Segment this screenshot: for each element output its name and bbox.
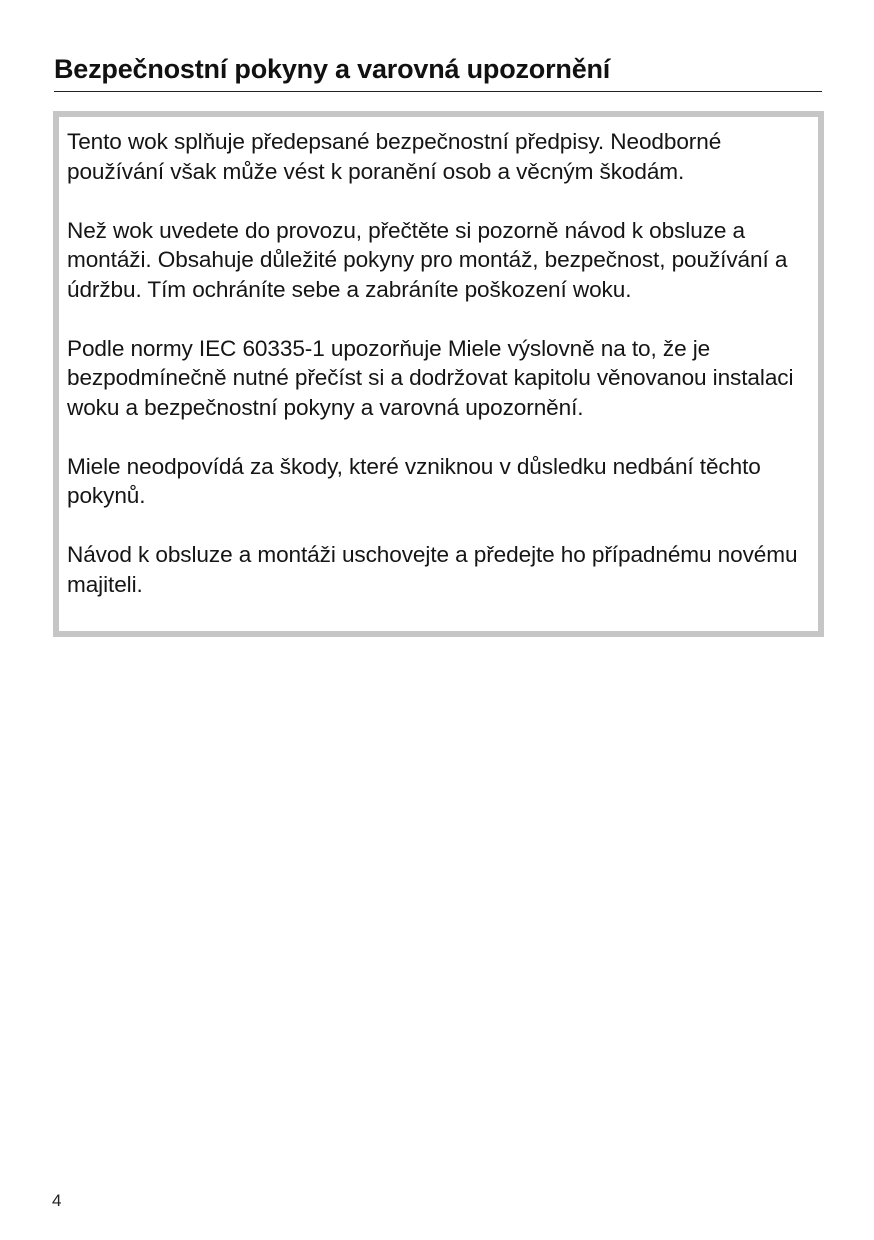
- warning-paragraph-liability: Miele neodpovídá za škody, které vzniknou v důsledku nedbání těchto pokynů.: [67, 453, 761, 508]
- safety-warning-box: [53, 111, 824, 637]
- page-title: Bezpečnostní pokyny a varovná upozornění: [54, 54, 611, 84]
- page-number: 4: [52, 1191, 62, 1210]
- title-divider: [54, 91, 822, 92]
- warning-paragraph-intro: Tento wok splňuje předepsané bezpečnostní předpisy. Neodborné používání však může vést k poranění osob a věcným škodám.: [67, 129, 722, 184]
- warning-paragraph-read-manual: Než wok uvedete do provozu, přečtěte si pozorně návod k obsluze a montáži. Obsahuje důležité pokyny pro montáž, bezpečnost, používání a údržbu. Tím ochráníte sebe a zabráníte poškození woku.: [67, 217, 788, 302]
- warning-paragraph-norm: Podle normy IEC 60335-1 upozorňuje Miele výslovně na to, že je bezpodmínečně nutné přečíst si a dodržovat kapitolu věnovanou instalaci woku a bezpečnostní pokyny a varovná upozornění.: [67, 335, 794, 420]
- warning-paragraph-keep-manual: Návod k obsluze a montáži uschovejte a předejte ho případnému novému majiteli.: [67, 542, 798, 597]
